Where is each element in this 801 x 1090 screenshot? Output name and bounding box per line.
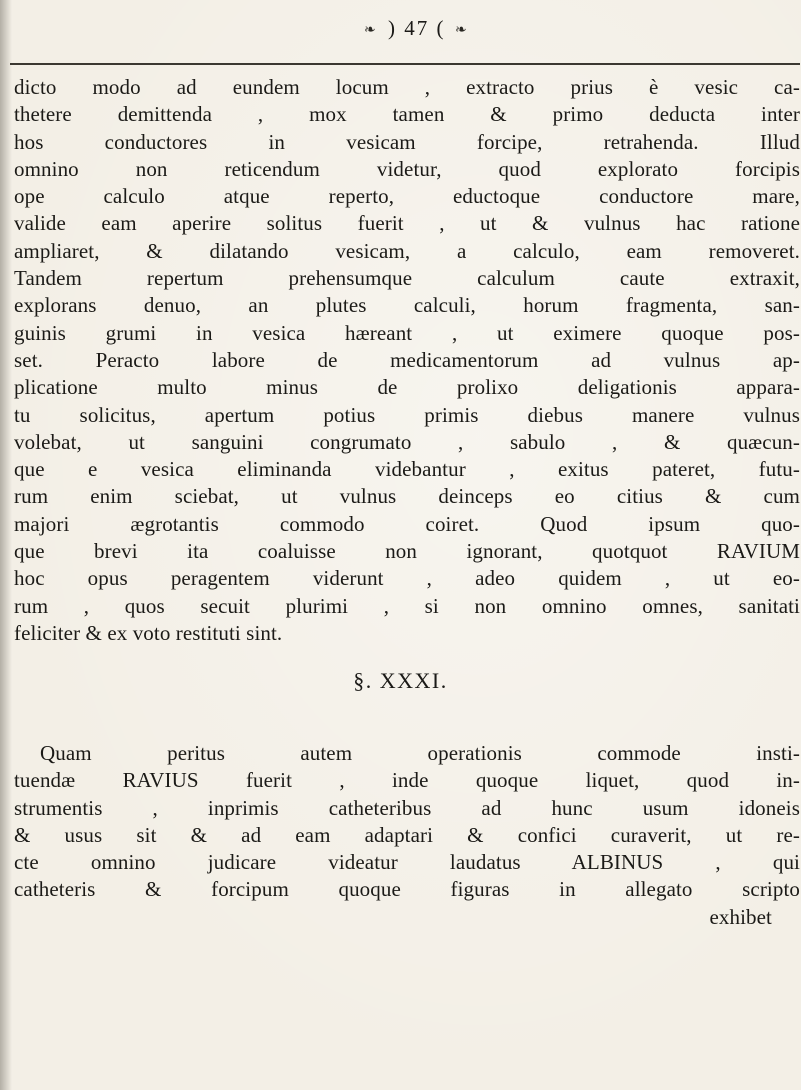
text-line: majori ægrotantis commodo coiret. Quod ipsum quo-: [14, 511, 800, 536]
page-gutter-shadow: [0, 0, 12, 1090]
text-line: feliciter & ex voto restituti sint.: [14, 620, 283, 645]
text-line: hos conductores in vesicam forcipe, retrahenda. Illud: [14, 129, 800, 154]
text-line: ampliaret, & dilatando vesicam, a calculo, eam removeret.: [14, 238, 800, 263]
text-line: strumentis , inprimis catheteribus ad hunc usum idoneis: [14, 795, 800, 820]
header-ornament-right-icon: ❧: [455, 22, 467, 38]
text-line: Tandem repertum prehensumque calculum caute extraxit,: [14, 266, 800, 291]
text-line: set. Peracto labore de medicamentorum ad vulnus ap-: [14, 347, 800, 372]
text-line: plicatione multo minus de prolixo deligationis appara-: [14, 375, 800, 400]
page-header: [0, 10, 801, 50]
text-line: rum , quos secuit plurimi , si non omnino omnes, sanitati: [14, 593, 800, 618]
text-line: volebat, ut sanguini congrumato , sabulo , & quæcun-: [14, 429, 800, 454]
text-line: tuendæ RAVIUS fuerit , inde quoque liquet, quod in-: [14, 768, 800, 793]
text-line: valide eam aperire solitus fuerit , ut & vulnus hac ratione: [14, 211, 800, 236]
text-line: catheteris & forcipum quoque figuras in allegato scripto: [14, 877, 800, 902]
text-line: ope calculo atque reperto, eductoque conductore mare,: [14, 184, 800, 209]
header-rule: [10, 63, 800, 65]
text-line: explorans denuo, an plutes calculi, horum fragmenta, san-: [14, 293, 800, 318]
text-line: que e vesica eliminanda videbantur , exitus pateret, futu-: [14, 457, 800, 482]
text-line: thetere demittenda , mox tamen & primo deducta inter: [14, 102, 800, 127]
paragraph-2: [14, 740, 800, 931]
text-line: dicto modo ad eundem locum , extracto prius è vesic ca-: [14, 75, 800, 99]
text-line: rum enim sciebat, ut vulnus deinceps eo citius & cum: [14, 484, 800, 509]
text-line: guinis grumi in vesica hæreant , ut eximere quoque pos-: [14, 320, 800, 345]
text-line: cte omnino judicare videatur laudatus ALBINUS , qui: [14, 850, 800, 875]
text-line: tu solicitus, apertum potius primis diebus manere vulnus: [14, 402, 800, 427]
text-line: & usus sit & ad eam adaptari & confici curaverit, ut re-: [14, 822, 800, 847]
text-line: que brevi ita coaluisse non ignorant, quotquot RAVIUM: [14, 539, 800, 564]
section-heading: §. XXXI.: [353, 668, 448, 693]
text-line: Quam peritus autem operationis commode insti-: [40, 741, 800, 765]
catchword: exhibet: [709, 904, 772, 929]
text-line: omnino non reticendum videtur, quod explorato forcipis: [14, 156, 800, 181]
paragraph-1: [14, 74, 800, 647]
header-ornament-left-icon: ❧: [364, 22, 376, 38]
page-number: ) 47 (: [388, 16, 446, 40]
text-line: hoc opus peragentem viderunt , adeo quidem , ut eo-: [14, 566, 800, 591]
